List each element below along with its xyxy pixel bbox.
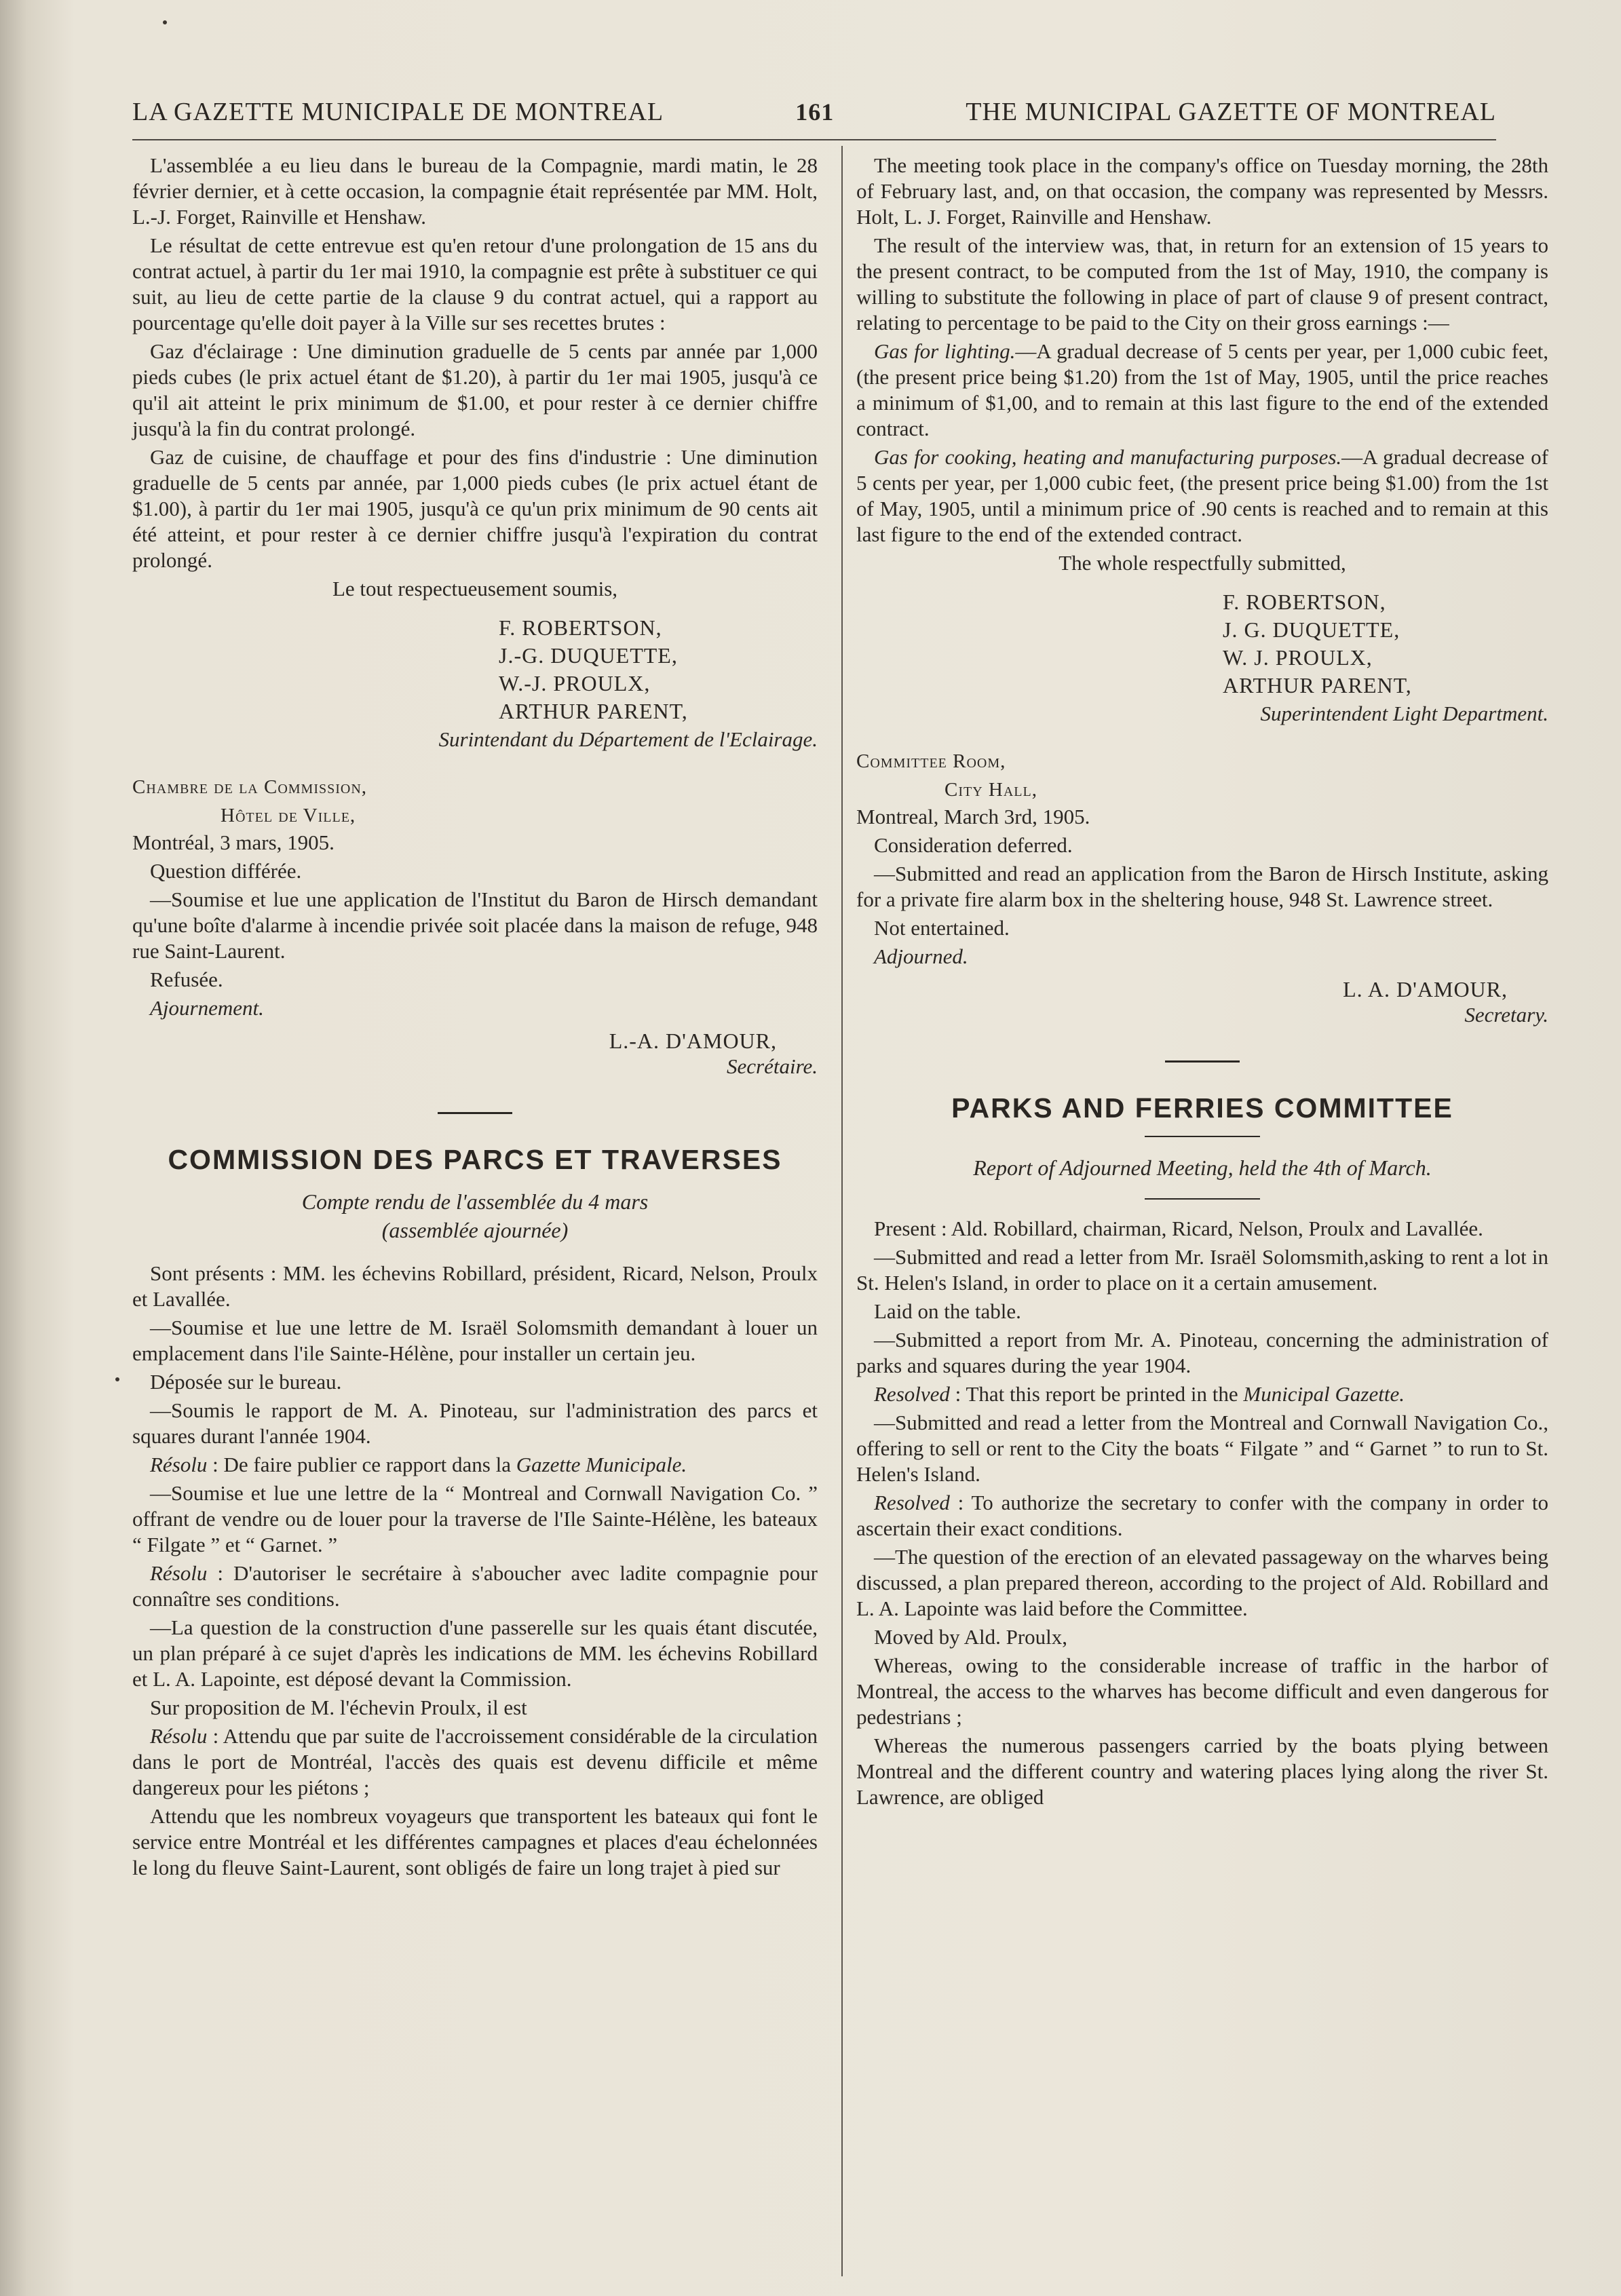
- running-header: [132, 88, 1496, 136]
- fr-place: [132, 773, 818, 830]
- english-column: [856, 153, 1548, 1813]
- en-signatory-title: Superintendent Light Department.: [1260, 702, 1548, 725]
- fr-whereas-passengers: Attendu que les nombreux voyageurs que transportent les bateaux qui font le service entre Montréal et les différentes campagnes et places d'eau échelonnées le long du fleuve Saint-Laurent, sont obligés de faire un long trajet à pied sur: [132, 1804, 818, 1879]
- en-place: [856, 747, 1548, 804]
- en-place-line-2: City Hall,: [945, 779, 1037, 801]
- page-number: 161: [795, 98, 835, 126]
- en-paragraph-result: The result of the interview was, that, in return for an extension of 15 years to the present contract, to be computed from the 1st of May, 1910, the company is willing to substitute the following in place of part of clause 9 of present contract, relating to percentage to be paid to the City on their gross earnings :—: [856, 233, 1548, 334]
- en-resolved-label: Resolved: [874, 1382, 950, 1406]
- fr-paragraph-result: Le résultat de cette entrevue est qu'en retour d'une prolongation de 15 ans du contrat actuel, à partir du 1er mai 1910, la compagnie est prête à substituer ce qui suit, au lieu de cette partie de la clause 9 du contrat actuel, qui a rapport au pourcentage qu'elle doit payer à la Ville sur ses recettes brutes :: [132, 233, 818, 334]
- header-rule: [132, 139, 1496, 140]
- en-paragraph-lighting-gas: [856, 339, 1548, 442]
- en-date: Montreal, March 3rd, 1905.: [856, 805, 1090, 828]
- fr-resolution-wharves-text: : Attendu que par suite de l'accroissement considérable de la circulation dans le port de Montréal, l'accès des quais est devenu difficile et même dangereux pour les piétons ;: [132, 1724, 818, 1799]
- en-refused: Not entertained.: [874, 916, 1010, 940]
- fr-refused: Refusée.: [150, 968, 223, 991]
- fr-pinoteau-report: —Soumis le rapport de M. A. Pinoteau, sur l'administration des parcs et squares durant l'année 1904.: [132, 1398, 818, 1448]
- en-cooking-label: Gas for cooking, heating and manufacturing purposes.: [874, 445, 1342, 469]
- fr-resolved-label: Résolu: [150, 1724, 208, 1748]
- french-column: [132, 153, 818, 1883]
- print-speck: [115, 1377, 119, 1381]
- en-place-line-1: Committee Room,: [856, 750, 1006, 772]
- en-secretary-title: Secretary.: [1464, 1003, 1548, 1027]
- header-french-title: LA GAZETTE MUNICIPALE DE MONTREAL: [132, 98, 664, 126]
- fr-adjourned: Ajournement.: [150, 996, 264, 1020]
- fr-paragraph-lighting-gas: Gaz d'éclairage : Une diminution graduelle de 5 cents par année par 1,000 pieds cubes (le prix actuel étant de $1.20), à partir du 1er mai 1905, jusqu'à ce qu'il ait atteint le prix minimum de $1.00, et pour rester à ce dernier chiffre jusqu'à la fin du contrat prolongé.: [132, 339, 818, 440]
- en-resolution-confer-text: : To authorize the secretary to confer with the company in order to ascertain their exact conditions.: [856, 1491, 1548, 1540]
- en-resolution-confer: [856, 1490, 1548, 1542]
- fr-resolution-confer-text: : D'autoriser le secrétaire à s'aboucher avec ladite compagnie pour connaître ses conditions.: [132, 1561, 818, 1611]
- en-secretary-name: L. A. D'AMOUR,: [1343, 977, 1508, 1001]
- en-resolution-print-text: : That this report be printed in the: [949, 1382, 1244, 1406]
- en-signatories: [1223, 588, 1548, 700]
- fr-resolution-print: [132, 1452, 818, 1478]
- fr-signatories: [499, 614, 818, 725]
- fr-section-separator: [438, 1112, 512, 1114]
- en-navigation-letter: —Submitted and read a letter from the Montreal and Cornwall Navigation Co., offering to sell or rent to the City the boats “ Filgate ” and “ Garnet ” to run to St. Helen's Island.: [856, 1411, 1548, 1486]
- en-paragraph-cooking-gas: [856, 444, 1548, 548]
- en-pinoteau-report: —Submitted a report from Mr. A. Pinoteau, concerning the administration of parks and squares during the year 1904.: [856, 1328, 1548, 1377]
- en-secretary: [856, 976, 1548, 1028]
- fr-signatory: J.-G. DUQUETTE,: [499, 643, 678, 668]
- en-question-deferred: Consideration deferred.: [874, 833, 1073, 857]
- fr-paragraph-meeting: L'assemblée a eu lieu dans le bureau de la Compagnie, mardi matin, le 28 février dernier, et à cette occasion, la compagnie était représentée par MM. Holt, L.-J. Forget, Rainville et Henshaw.: [132, 153, 818, 229]
- fr-signatory: ARTHUR PARENT,: [499, 699, 688, 723]
- en-submitted-line: The whole respectfully submitted,: [1059, 551, 1346, 575]
- en-section-title: PARKS AND FERRIES COMMITTEE: [951, 1092, 1453, 1124]
- en-passageway: —The question of the erection of an elevated passageway on the wharves being discussed, a plan prepared thereon, according to the project of Ald. Robillard and L. A. Lapointe was laid before the Committee.: [856, 1545, 1548, 1620]
- en-title-rule: [1145, 1136, 1260, 1137]
- fr-question-deferred: Question différée.: [150, 859, 302, 883]
- fr-solomsmith-letter: —Soumise et lue une lettre de M. Israël Solomsmith demandant à louer un emplacement dans l'ile Sainte-Hélène, pour installer un certain jeu.: [132, 1316, 818, 1365]
- fr-section-subtitle-line-2: (assemblée ajournée): [381, 1218, 569, 1242]
- fr-paragraph-cooking-gas: Gaz de cuisine, de chauffage et pour des fins d'industrie : Une diminution graduelle de 5 cents par année, par 1,000 pieds cubes (le prix actuel étant de $1.00), à partir du 1er mai 1905, jusqu'à ce qu'un prix minimum de 90 cents ait été atteint, et pour rester à ce dernier chiffre jusqu'à l'expiration du contrat prolongé.: [132, 445, 818, 572]
- fr-secretary-name: L.-A. D'AMOUR,: [609, 1029, 777, 1053]
- en-adjourned: Adjourned.: [874, 944, 968, 968]
- en-solomsmith-letter: —Submitted and read a letter from Mr. Israël Solomsmith,asking to rent a lot in St. Helen's Island, in order to place on it a certain amusement.: [856, 1245, 1548, 1295]
- en-signatory: J. G. DUQUETTE,: [1223, 617, 1400, 642]
- en-section-subtitle: Report of Adjourned Meeting, held the 4th of March.: [973, 1155, 1432, 1180]
- en-tabled: Laid on the table.: [874, 1299, 1021, 1323]
- fr-secretary: [132, 1028, 818, 1079]
- fr-resolved-label: Résolu: [150, 1453, 208, 1476]
- fr-submitted-line: Le tout respectueusement soumis,: [332, 577, 618, 600]
- fr-present: Sont présents : MM. les échevins Robillard, président, Ricard, Nelson, Proulx et Lavallée.: [132, 1261, 818, 1311]
- fr-secretary-title: Secrétaire.: [727, 1054, 818, 1078]
- print-speck: [163, 20, 167, 24]
- fr-resolution-wharves: [132, 1723, 818, 1801]
- fr-section-subtitle-line-1: Compte rendu de l'assemblée du 4 mars: [301, 1189, 649, 1214]
- fr-passageway: —La question de la construction d'une passerelle sur les quais étant discutée, un plan préparé à ce sujet d'après les indications de MM. les échevins Robillard et L. A. Lapointe, est déposé devant la Commission.: [132, 1615, 818, 1691]
- column-divider: [841, 146, 843, 2276]
- en-paragraph-meeting: The meeting took place in the company's office on Tuesday morning, the 28th of February last, and, on that occasion, the company was represented by Messrs. Holt, L. J. Forget, Rainville and Henshaw.: [856, 153, 1548, 229]
- fr-proposition: Sur proposition de M. l'échevin Proulx, il est: [150, 1696, 527, 1719]
- en-moved: Moved by Ald. Proulx,: [874, 1625, 1068, 1649]
- fr-signatory: W.-J. PROULX,: [499, 671, 651, 695]
- fr-signatory: F. ROBERTSON,: [499, 615, 662, 640]
- en-signatory: ARTHUR PARENT,: [1223, 673, 1412, 697]
- fr-navigation-letter: —Soumise et lue une lettre de la “ Montreal and Cornwall Navigation Co. ” offrant de vendre ou de louer pour la traverse de l'Ile Sainte-Hélène, les bateaux “ Filgate ” et “ Garnet. ”: [132, 1481, 818, 1556]
- en-cooking-text: —A gradual decrease of 5 cents per year, per 1,000 cubic feet, (the present price being $1.00) from the 1st of May, 1905, until a minimum price of .90 cents is reached and to remain at this last figure to the end of the extended contract.: [856, 445, 1548, 546]
- en-section-separator: [1165, 1060, 1240, 1063]
- fr-resolution-print-text: : De faire publier ce rapport dans la: [207, 1453, 516, 1476]
- fr-section-subtitle: [132, 1187, 818, 1244]
- en-whereas-traffic: Whereas, owing to the considerable increase of traffic in the harbor of Montreal, the access to the wharves has become difficult and even dangerous for pedestrians ;: [856, 1653, 1548, 1729]
- fr-place-line-1: Chambre de la Commission,: [132, 776, 368, 798]
- en-signatory: W. J. PROULX,: [1223, 645, 1373, 670]
- fr-gazette-name: Gazette Municipale.: [516, 1453, 687, 1476]
- en-whereas-passengers: Whereas the numerous passengers carried by the boats plying between Montreal and the different country and watering places lying along the river St. Lawrence, are obliged: [856, 1734, 1548, 1809]
- fr-place-line-2: Hôtel de Ville,: [221, 805, 356, 826]
- en-paragraph-hirsch: —Submitted and read an application from the Baron de Hirsch Institute, asking for a private fire alarm box in the sheltering house, 948 St. Lawrence street.: [856, 862, 1548, 911]
- en-resolved-label: Resolved: [874, 1491, 950, 1514]
- en-lighting-label: Gas for lighting.: [874, 339, 1016, 363]
- fr-resolution-confer: [132, 1561, 818, 1612]
- en-lighting-text: —A gradual decrease of 5 cents per year, per 1,000 cubic feet, (the present price being $1.20) from the 1st of May, 1905, until the price reaches a minimum of $1,00, and to remain at this last figure to the end of the extended contract.: [856, 339, 1548, 440]
- en-present: Present : Ald. Robillard, chairman, Ricard, Nelson, Proulx and Lavallée.: [874, 1217, 1483, 1240]
- en-subtitle-rule: [1145, 1198, 1260, 1200]
- en-signatory: F. ROBERTSON,: [1223, 590, 1386, 614]
- fr-paragraph-hirsch: —Soumise et lue une application de l'Institut du Baron de Hirsch demandant qu'une boîte d'alarme à incendie privée soit placée dans la maison de refuge, 948 rue Saint-Laurent.: [132, 887, 818, 963]
- fr-signatory-title: Surintendant du Département de l'Eclairage.: [438, 727, 818, 751]
- header-english-title: THE MUNICIPAL GAZETTE OF MONTREAL: [966, 98, 1496, 126]
- fr-section-title: COMMISSION DES PARCS ET TRAVERSES: [168, 1144, 782, 1175]
- fr-resolved-label: Résolu: [150, 1561, 208, 1585]
- en-gazette-name: Municipal Gazette.: [1243, 1382, 1405, 1406]
- fr-date: Montréal, 3 mars, 1905.: [132, 830, 335, 854]
- fr-tabled: Déposée sur le bureau.: [150, 1370, 342, 1394]
- en-resolution-print: [856, 1381, 1548, 1407]
